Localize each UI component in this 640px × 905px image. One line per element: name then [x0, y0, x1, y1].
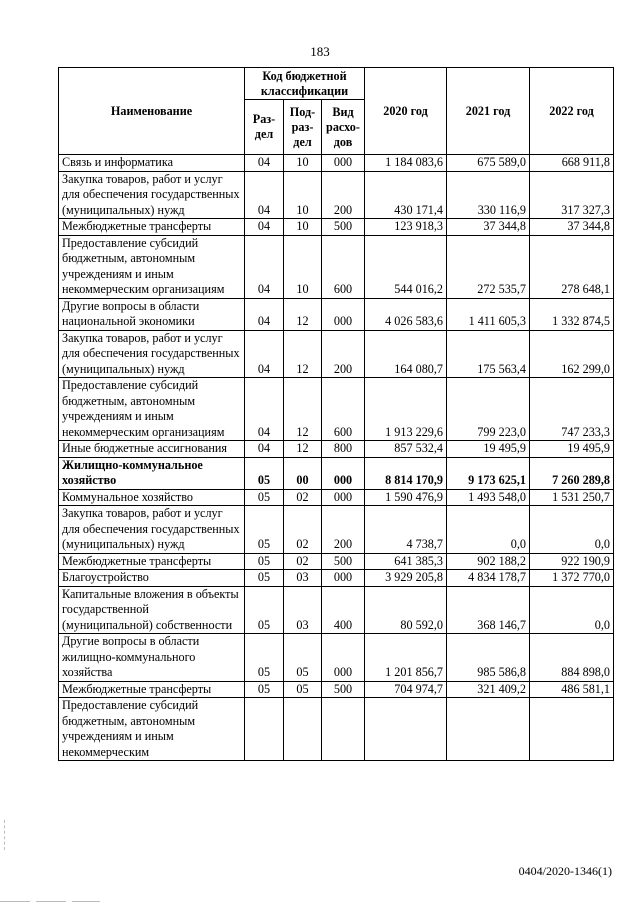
row-razdel: 04	[245, 235, 284, 298]
row-name: Предоставление субсидий бюджетным, автономным учреждениям и иным некоммерческим	[59, 698, 245, 761]
row-razdel: 05	[245, 586, 284, 634]
row-value-2022: 668 911,8	[530, 155, 614, 172]
row-name: Другие вопросы в области национальной экономики	[59, 298, 245, 330]
row-razdel: 04	[245, 219, 284, 236]
table-row	[59, 441, 614, 458]
row-value-2022: 0,0	[530, 586, 614, 634]
row-name: Закупка товаров, работ и услуг для обеспечения государственных (муниципальных) нужд	[59, 330, 245, 378]
row-vid: 500	[322, 681, 365, 698]
row-value-2020: 4 026 583,6	[365, 298, 447, 330]
row-value-2020: 1 184 083,6	[365, 155, 447, 172]
row-value-2020: 544 016,2	[365, 235, 447, 298]
row-razdel: 04	[245, 298, 284, 330]
row-value-2020: 3 929 205,8	[365, 570, 447, 587]
header-podrazdel: Под-раз-дел	[284, 100, 322, 155]
row-vid: 600	[322, 378, 365, 441]
row-name: Иные бюджетные ассигнования	[59, 441, 245, 458]
row-vid: 000	[322, 457, 365, 489]
row-value-2022: 747 233,3	[530, 378, 614, 441]
row-vid: 500	[322, 219, 365, 236]
row-podrazdel: 12	[284, 330, 322, 378]
row-value-2021: 19 495,9	[447, 441, 530, 458]
row-podrazdel: 05	[284, 681, 322, 698]
row-name: Закупка товаров, работ и услуг для обеспечения государственных (муниципальных) нужд	[59, 506, 245, 554]
row-vid: 000	[322, 298, 365, 330]
table-row	[59, 506, 614, 554]
row-podrazdel: 10	[284, 155, 322, 172]
row-value-2022: 19 495,9	[530, 441, 614, 458]
row-value-2020: 1 913 229,6	[365, 378, 447, 441]
row-vid: 400	[322, 586, 365, 634]
row-vid: 000	[322, 634, 365, 682]
table-row	[59, 634, 614, 682]
row-value-2021: 175 563,4	[447, 330, 530, 378]
header-vid: Вид расхо-дов	[322, 100, 365, 155]
row-value-2022: 1 372 770,0	[530, 570, 614, 587]
row-value-2020: 80 592,0	[365, 586, 447, 634]
row-razdel: 05	[245, 681, 284, 698]
row-name: Межбюджетные трансферты	[59, 219, 245, 236]
row-name: Связь и информатика	[59, 155, 245, 172]
table-row	[59, 378, 614, 441]
row-value-2022: 486 581,1	[530, 681, 614, 698]
row-podrazdel: 12	[284, 298, 322, 330]
header-code-group: Код бюджетной классификации	[245, 68, 365, 100]
row-razdel: 05	[245, 457, 284, 489]
row-value-2022	[530, 698, 614, 761]
row-podrazdel: 02	[284, 553, 322, 570]
row-value-2022: 278 648,1	[530, 235, 614, 298]
page-number: 183	[310, 44, 330, 59]
row-podrazdel	[284, 698, 322, 761]
row-razdel: 04	[245, 155, 284, 172]
row-value-2020: 164 080,7	[365, 330, 447, 378]
header-2022: 2022 год	[530, 68, 614, 155]
row-value-2021: 9 173 625,1	[447, 457, 530, 489]
row-value-2021: 330 116,9	[447, 171, 530, 219]
row-value-2022: 884 898,0	[530, 634, 614, 682]
row-name: Закупка товаров, работ и услуг для обеспечения государственных (муниципальных) нужд	[59, 171, 245, 219]
row-value-2020: 123 918,3	[365, 219, 447, 236]
header-2021: 2021 год	[447, 68, 530, 155]
scan-margin-mark	[4, 820, 6, 850]
row-razdel: 05	[245, 489, 284, 506]
scan-bottom-strip	[0, 898, 640, 905]
header-name: Наименование	[59, 68, 245, 155]
row-podrazdel: 03	[284, 570, 322, 587]
row-value-2021: 1 493 548,0	[447, 489, 530, 506]
table-row	[59, 235, 614, 298]
row-razdel: 05	[245, 553, 284, 570]
row-vid: 600	[322, 235, 365, 298]
row-value-2020: 4 738,7	[365, 506, 447, 554]
row-razdel: 04	[245, 441, 284, 458]
row-razdel	[245, 698, 284, 761]
table-row	[59, 298, 614, 330]
row-podrazdel: 10	[284, 171, 322, 219]
row-razdel: 05	[245, 634, 284, 682]
row-podrazdel: 02	[284, 506, 322, 554]
row-podrazdel: 12	[284, 441, 322, 458]
row-value-2021: 4 834 178,7	[447, 570, 530, 587]
table-row	[59, 698, 614, 761]
budget-table	[58, 67, 614, 761]
row-podrazdel: 10	[284, 219, 322, 236]
row-name: Предоставление субсидий бюджетным, автономным учреждениям и иным некоммерческим организациям	[59, 378, 245, 441]
row-name: Другие вопросы в области жилищно-коммунального хозяйства	[59, 634, 245, 682]
row-value-2020: 857 532,4	[365, 441, 447, 458]
document-id: 0404/2020-1346(1)	[518, 864, 612, 878]
table-row	[59, 155, 614, 172]
row-name: Жилищно-коммунальное хозяйство	[59, 457, 245, 489]
row-razdel: 05	[245, 506, 284, 554]
row-value-2021: 368 146,7	[447, 586, 530, 634]
row-podrazdel: 00	[284, 457, 322, 489]
row-vid: 200	[322, 330, 365, 378]
row-vid: 200	[322, 506, 365, 554]
row-value-2020	[365, 698, 447, 761]
row-value-2021: 799 223,0	[447, 378, 530, 441]
row-value-2021: 902 188,2	[447, 553, 530, 570]
row-value-2020: 8 814 170,9	[365, 457, 447, 489]
table-row	[59, 171, 614, 219]
row-name: Предоставление субсидий бюджетным, автономным учреждениям и иным некоммерческим организациям	[59, 235, 245, 298]
row-podrazdel: 02	[284, 489, 322, 506]
row-vid	[322, 698, 365, 761]
table-row	[59, 681, 614, 698]
row-value-2021: 985 586,8	[447, 634, 530, 682]
table-row	[59, 586, 614, 634]
row-podrazdel: 12	[284, 378, 322, 441]
row-value-2022: 922 190,9	[530, 553, 614, 570]
row-vid: 000	[322, 489, 365, 506]
row-value-2022: 37 344,8	[530, 219, 614, 236]
row-value-2021: 321 409,2	[447, 681, 530, 698]
row-value-2022: 1 332 874,5	[530, 298, 614, 330]
row-podrazdel: 10	[284, 235, 322, 298]
header-razdel: Раз-дел	[245, 100, 284, 155]
row-value-2020: 1 201 856,7	[365, 634, 447, 682]
row-name: Межбюджетные трансферты	[59, 681, 245, 698]
row-razdel: 04	[245, 330, 284, 378]
row-value-2022: 0,0	[530, 506, 614, 554]
row-value-2020: 641 385,3	[365, 553, 447, 570]
row-value-2022: 7 260 289,8	[530, 457, 614, 489]
table-row	[59, 330, 614, 378]
row-value-2020: 430 171,4	[365, 171, 447, 219]
row-vid: 000	[322, 155, 365, 172]
row-value-2021: 37 344,8	[447, 219, 530, 236]
row-value-2021: 272 535,7	[447, 235, 530, 298]
row-name: Межбюджетные трансферты	[59, 553, 245, 570]
row-razdel: 05	[245, 570, 284, 587]
table-row	[59, 570, 614, 587]
row-name: Коммунальное хозяйство	[59, 489, 245, 506]
header-2020: 2020 год	[365, 68, 447, 155]
row-razdel: 04	[245, 171, 284, 219]
row-razdel: 04	[245, 378, 284, 441]
row-name: Капитальные вложения в объекты государственной (муниципальной) собственности	[59, 586, 245, 634]
row-value-2021	[447, 698, 530, 761]
row-vid: 200	[322, 171, 365, 219]
row-vid: 800	[322, 441, 365, 458]
table-header	[59, 68, 614, 155]
row-value-2022: 162 299,0	[530, 330, 614, 378]
table-row	[59, 553, 614, 570]
row-value-2022: 317 327,3	[530, 171, 614, 219]
row-vid: 500	[322, 553, 365, 570]
table-body	[59, 155, 614, 761]
row-value-2021: 1 411 605,3	[447, 298, 530, 330]
row-value-2020: 1 590 476,9	[365, 489, 447, 506]
row-value-2021: 0,0	[447, 506, 530, 554]
row-value-2020: 704 974,7	[365, 681, 447, 698]
row-value-2022: 1 531 250,7	[530, 489, 614, 506]
row-podrazdel: 03	[284, 586, 322, 634]
table-row	[59, 219, 614, 236]
row-name: Благоустройство	[59, 570, 245, 587]
table-row	[59, 457, 614, 489]
row-vid: 000	[322, 570, 365, 587]
row-podrazdel: 05	[284, 634, 322, 682]
table-row	[59, 489, 614, 506]
row-value-2021: 675 589,0	[447, 155, 530, 172]
